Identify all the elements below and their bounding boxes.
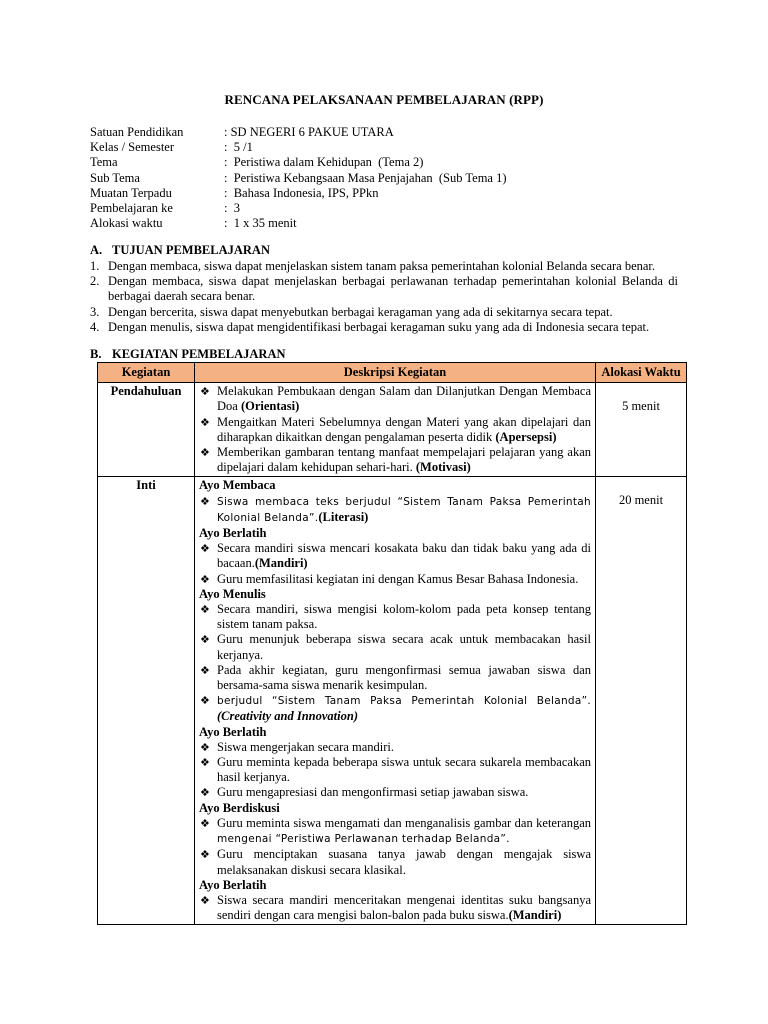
bullet-bold-tag: (Orientasi) — [240, 399, 300, 414]
diamond-bullet-icon: ❖ — [200, 446, 210, 460]
bullet-quote-text: mengenai “Peristiwa Perlawanan terhadap Belanda”. — [217, 833, 510, 846]
activity-subheading: Ayo Berlatih — [199, 724, 267, 739]
bullet-quote-text: berjudul “Sistem Tanam Paksa Pemerintah Kolonial Belanda”. — [217, 695, 591, 708]
bullet-text: Siswa secara mandiri menceritakan mengenai identitas suku bangsanya sendiri dengan cara mengisi balon-balon pada buku siswa. — [217, 892, 591, 923]
header-deskripsi: Deskripsi Kegiatan — [195, 363, 596, 383]
identity-label: Kelas / Semester — [90, 140, 175, 155]
activity-subheading: Ayo Membaca — [199, 478, 276, 493]
goal-number: 1. — [90, 259, 100, 273]
diamond-bullet-icon: ❖ — [200, 663, 210, 677]
bullet-item — [199, 693, 591, 724]
identity-label: Alokasi waktu — [90, 216, 163, 231]
goal-text: Dengan membaca, siswa dapat menjelaskan berbagai perlawanan terhadap pemerintahan kolonial Belanda di berbagai daerah secara benar. — [108, 274, 678, 304]
identity-value: : 5 /1 — [224, 140, 253, 155]
table-header-row — [98, 363, 687, 383]
bullet-bold-tag: (Literasi) — [318, 509, 369, 524]
bullet-item — [199, 663, 591, 693]
diamond-bullet-icon: ❖ — [200, 694, 210, 708]
diamond-bullet-icon: ❖ — [200, 848, 210, 862]
bullet-bolditalic-tag: (Creativity and Innovation) — [217, 709, 358, 724]
identity-label: Tema — [90, 155, 118, 170]
diamond-bullet-icon: ❖ — [200, 756, 210, 770]
diamond-bullet-icon: ❖ — [200, 542, 210, 556]
table-row-pendahuluan — [98, 383, 687, 477]
section-a-title: TUJUAN PEMBELAJARAN — [112, 243, 270, 257]
section-a-number: A. — [90, 243, 103, 257]
activity-subheading: Ayo Berdiskusi — [199, 800, 280, 815]
identity-value: : Peristiwa Kebangsaan Masa Penjajahan (Sub Tema 1) — [224, 170, 507, 185]
goal-number: 3. — [90, 304, 100, 319]
section-a-heading — [90, 243, 270, 258]
identity-label: Muatan Terpadu — [90, 185, 172, 200]
identity-value: : Peristiwa dalam Kehidupan (Tema 2) — [224, 155, 424, 170]
bullet-bold-tag: (Mandiri) — [508, 908, 562, 923]
learning-goals-list — [90, 259, 678, 335]
goal-text: Dengan membaca, siswa dapat menjelaskan sistem tanam paksa pemerintahan kolonial Belanda secara benar. — [108, 259, 656, 273]
activity-subheading: Ayo Berlatih — [199, 526, 267, 541]
bullet-item — [199, 847, 591, 877]
bullet-item — [199, 816, 591, 847]
bullet-text: Guru menciptakan suasana tanya jawab dengan mengajak siswa melaksanakan diskusi secara klasikal. — [217, 847, 591, 877]
pendahuluan-name-cell — [98, 383, 195, 477]
section-b-number: B. — [90, 347, 102, 361]
bullet-text: Secara mandiri, siswa mengisi kolom-kolom pada peta konsep tentang sistem tanam paksa. — [217, 602, 591, 632]
identity-value: : 3 — [224, 200, 240, 215]
identity-label: Satuan Pendidikan — [90, 125, 184, 139]
goal-text: Dengan bercerita, siswa dapat menyebutkan berbagai keragaman yang ada di sekitarnya secara tepat. — [108, 304, 613, 319]
bullet-item — [199, 494, 591, 526]
bullet-item — [199, 445, 591, 475]
identity-value: : 1 x 35 menit — [224, 216, 297, 231]
section-b-heading — [90, 347, 286, 362]
section-b-title: KEGIATAN PEMBELAJARAN — [112, 347, 286, 361]
bullet-text: Guru menunjuk beberapa siswa secara acak untuk membacakan hasil kerjanya. — [217, 632, 591, 662]
bullet-text: Memberikan gambaran tentang manfaat mempelajari pelajaran yang akan dipelajari dalam kehidupan sehari-hari. — [217, 445, 591, 475]
pendahuluan-name: Pendahuluan — [110, 384, 182, 399]
bullet-item — [199, 541, 591, 571]
inti-name-cell — [98, 477, 195, 925]
goal-number: 4. — [90, 319, 100, 334]
header-kegiatan: Kegiatan — [98, 363, 195, 383]
bullet-item — [199, 415, 591, 445]
pendahuluan-time: 5 menit — [622, 399, 660, 414]
bullet-text: Secara mandiri siswa mencari kosakata baku dan tidak baku yang ada di bacaan. — [217, 541, 591, 571]
diamond-bullet-icon: ❖ — [200, 786, 210, 800]
goal-item — [90, 274, 678, 304]
bullet-item — [199, 602, 591, 632]
inti-time-cell — [596, 477, 687, 925]
bullet-bold-tag: (Mandiri) — [254, 556, 308, 571]
activities-table — [97, 362, 687, 925]
diamond-bullet-icon: ❖ — [200, 603, 210, 617]
goal-number: 2. — [90, 274, 100, 289]
bullet-text: Siswa mengerjakan secara mandiri. — [217, 739, 395, 754]
header-alokasi: Alokasi Waktu — [596, 363, 687, 383]
diamond-bullet-icon: ❖ — [200, 572, 210, 586]
bullet-item — [199, 632, 591, 662]
diamond-bullet-icon: ❖ — [200, 893, 210, 907]
goal-text: Dengan menulis, siswa dapat mengidentifikasi berbagai keragaman suku yang ada di Indonesia secara tepat. — [108, 319, 650, 334]
bullet-item — [199, 384, 591, 414]
inti-description-cell — [195, 477, 596, 925]
bullet-bold-tag: (Motivasi) — [415, 460, 471, 475]
table-row-inti — [98, 477, 687, 925]
bullet-bold-tag: (Apersepsi) — [495, 429, 557, 444]
goal-item — [90, 320, 678, 335]
bullet-item — [199, 893, 591, 923]
pendahuluan-time-cell — [596, 383, 687, 477]
activity-subheading: Ayo Menulis — [199, 586, 266, 601]
inti-name: Inti — [136, 478, 156, 493]
goal-item — [90, 259, 678, 274]
diamond-bullet-icon: ❖ — [200, 494, 210, 508]
pendahuluan-description-cell — [195, 383, 596, 477]
document-title: RENCANA PELAKSANAAN PEMBELAJARAN (RPP) — [224, 92, 544, 107]
bullet-item — [199, 755, 591, 785]
bullet-text: Melakukan Pembukaan dengan Salam dan Dilanjutkan Dengan Membaca Doa — [217, 384, 591, 414]
diamond-bullet-icon: ❖ — [200, 740, 210, 754]
bullet-item — [199, 572, 591, 587]
identity-value: : SD NEGERI 6 PAKUE UTARA — [224, 125, 394, 139]
identity-label: Sub Tema — [90, 170, 140, 185]
diamond-bullet-icon: ❖ — [200, 633, 210, 647]
identity-value: : Bahasa Indonesia, IPS, PPkn — [224, 185, 379, 200]
bullet-text: Pada akhir kegiatan, guru mengonfirmasi semua jawaban siswa dan bersama-sama siswa menarik kesimpulan. — [217, 662, 591, 693]
bullet-item — [199, 740, 591, 755]
bullet-text: Guru memfasilitasi kegiatan ini dengan Kamus Besar Bahasa Indonesia. — [217, 571, 579, 586]
bullet-text: Guru mengapresiasi dan mengonfirmasi setiap jawaban siswa. — [217, 785, 529, 800]
identity-label: Pembelajaran ke — [90, 200, 173, 215]
inti-time: 20 menit — [618, 493, 664, 508]
activity-subheading: Ayo Berlatih — [199, 877, 267, 892]
bullet-text: Guru meminta siswa mengamati dan menganalisis gambar dan keterangan — [217, 815, 591, 830]
bullet-item — [199, 785, 591, 800]
bullet-quote-text: Siswa membaca teks berjudul “Sistem Tanam Paksa Pemerintah Kolonial Belanda”. — [217, 495, 591, 524]
diamond-bullet-icon: ❖ — [200, 816, 210, 830]
goal-item — [90, 305, 678, 320]
bullet-text: Mengaitkan Materi Sebelumnya dengan Materi yang akan dipelajari dan diharapkan dikaitkan dengan pengalaman peserta didik — [217, 414, 591, 444]
diamond-bullet-icon: ❖ — [200, 385, 210, 399]
diamond-bullet-icon: ❖ — [200, 415, 210, 429]
bullet-text: Guru meminta kepada beberapa siswa untuk secara sukarela membacakan hasil kerjanya. — [217, 755, 591, 785]
